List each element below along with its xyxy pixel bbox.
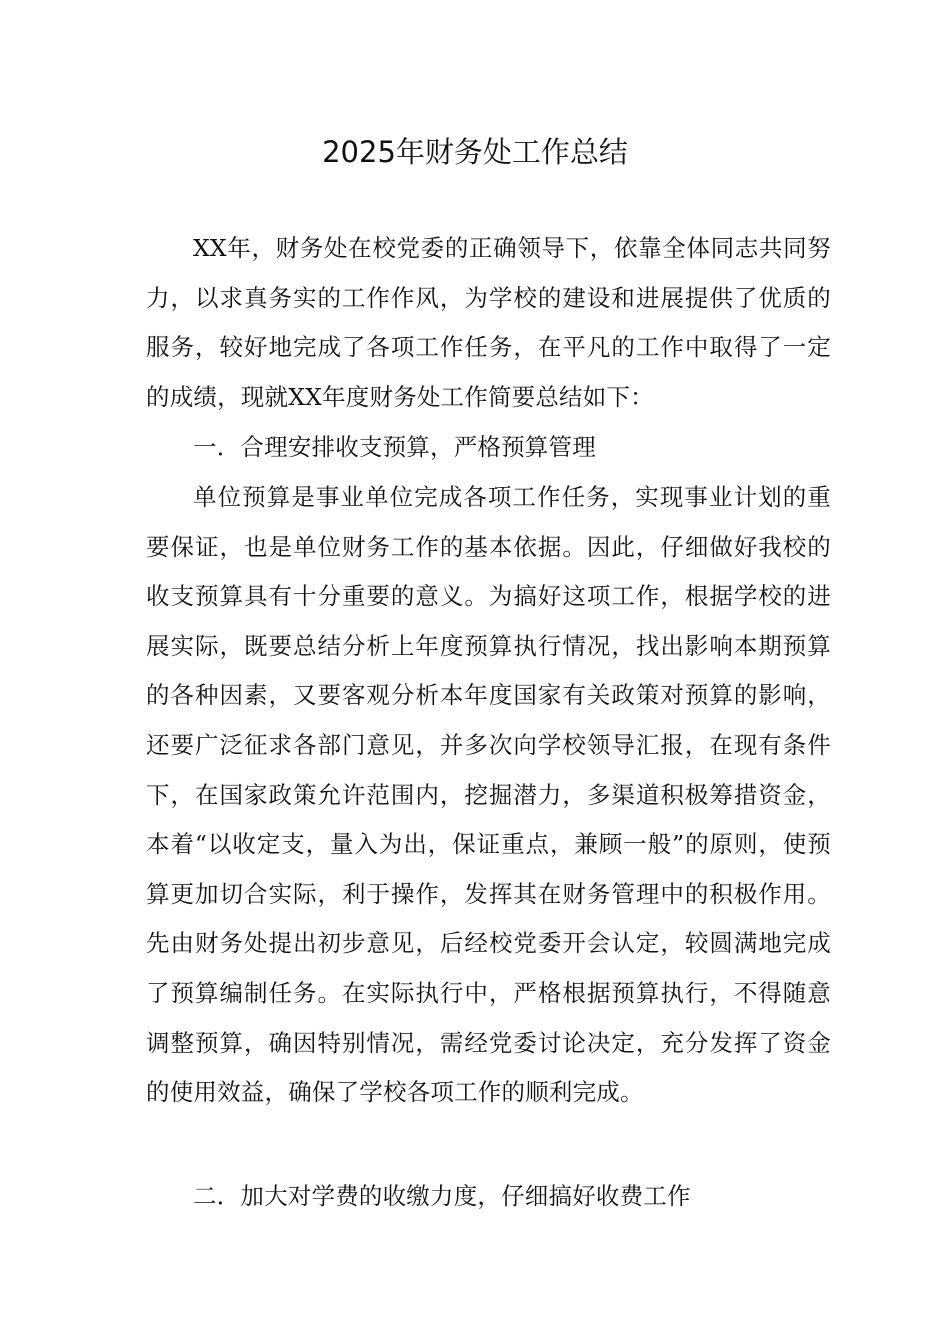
section-heading-1: 一．合理安排收支预算，严格预算管理: [193, 433, 596, 461]
section-heading-2: 二．加大对学费的收缴力度，仔细搞好收费工作: [193, 1182, 691, 1210]
intro-paragraph: XX年，财务处在校党委的正确领导下，依靠全体同志共同努力，以求真务实的工作作风，为学校的建设和进展提供了优质的服务，较好地完成了各项工作任务，在平凡的工作中取得了一定的成绩，现就XX年度财务处工作简要总结如下：: [146, 234, 831, 411]
budget-paragraph: 单位预算是事业单位完成各项工作任务，实现事业计划的重要保证，也是单位财务工作的基本依据。因此，仔细做好我校的收支预算具有十分重要的意义。为搞好这项工作，根据学校的进展实际，既要总结分析上年度预算执行情况，找出影响本期预算的各种因素，又要客观分析本年度国家有关政策对预算的影响，还要广泛征求各部门意见，并多次向学校领导汇报，在现有条件下，在国家政策允许范围内，挖掘潜力，多渠道积极筹措资金，本着“以收定支，量入为出，保证重点，兼顾一般”的原则，使预算更加切合实际，利于操作，发挥其在财务管理中的积极作用。先由财务处提出初步意见，后经校党委开会认定，较圆满地完成了预算编制任务。在实际执行中，严格根据预算执行，不得随意调整预算，确因特别情况，需经党委讨论决定，充分发挥了资金的使用效益，确保了学校各项工作的顺利完成。: [146, 483, 831, 1107]
document-title: 2025年财务处工作总结: [322, 135, 628, 169]
